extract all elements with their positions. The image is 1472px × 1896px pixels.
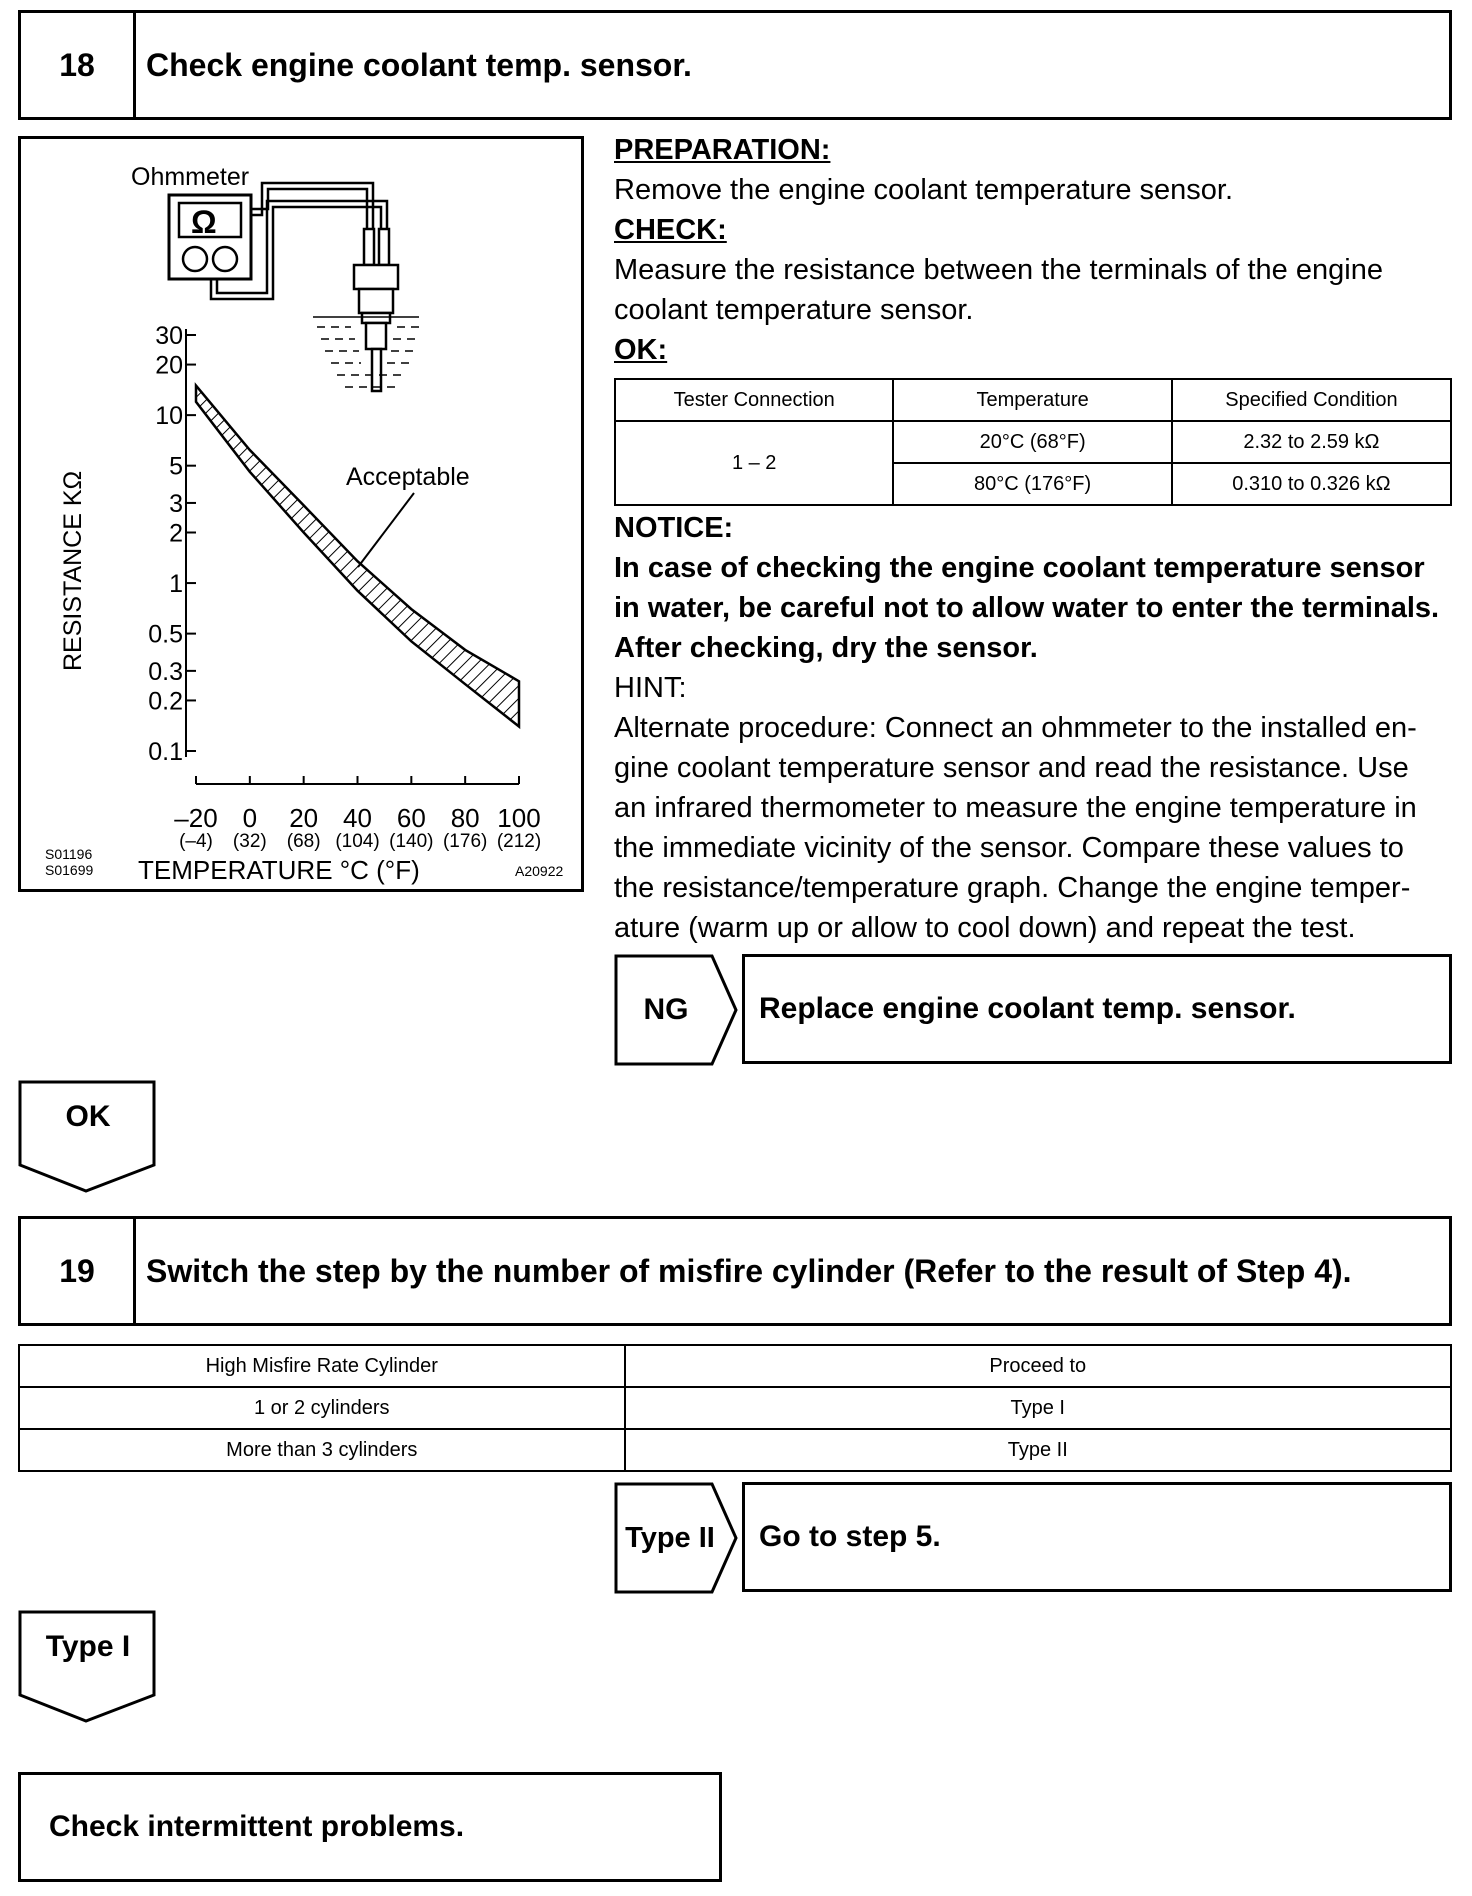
table-row (19, 1387, 1451, 1429)
step-18-header (18, 10, 1452, 120)
x-tick-label: 80 (450, 803, 480, 833)
x-tick-label: 0 (242, 803, 258, 833)
step-number: 18 (21, 13, 136, 117)
misfire-proceed: Type II (625, 1429, 1451, 1471)
ohm-symbol: Ω (191, 204, 217, 240)
spec-connection: 1 – 2 (615, 421, 893, 505)
y-tick-label: 2 (169, 519, 183, 548)
ok-label: OK (65, 1100, 111, 1133)
figure-code-2: S01699 (45, 862, 94, 878)
spec-table-header-row (615, 379, 1451, 421)
x-tick-label-f: (68) (286, 831, 321, 852)
type1-label: Type I (45, 1630, 131, 1663)
x-tick-label: 20 (289, 803, 319, 833)
x-tick-label-f: (104) (335, 831, 380, 852)
step-title: Switch the step by the number of misfire cylinder (Refer to the result of Step 4). (146, 1252, 1352, 1289)
coolant-sensor-icon (354, 229, 398, 391)
y-tick-label: 20 (155, 351, 183, 380)
final-action-box (18, 1772, 722, 1882)
check-text-1: Measure the resistance between the terminals of the engine (614, 254, 1383, 286)
x-tick-label-f: (212) (496, 831, 542, 852)
misfire-table-header-row (19, 1345, 1451, 1387)
acceptable-band (196, 386, 519, 727)
type1-arrow (18, 1610, 158, 1724)
y-axis-label: RESISTANCE KΩ (59, 470, 87, 671)
y-tick-label: 1 (169, 570, 183, 599)
misfire-header-cylinder: High Misfire Rate Cylinder (19, 1345, 625, 1387)
y-tick-label: 3 (169, 489, 183, 518)
table-row (19, 1429, 1451, 1471)
misfire-header-proceed: Proceed to (625, 1345, 1451, 1387)
x-tick-label: 60 (396, 803, 426, 833)
ng-action-text: Replace engine coolant temp. sensor. (759, 992, 1296, 1025)
resistance-figure (18, 136, 584, 892)
resistance-chart-svg (21, 139, 581, 889)
ng-action-box (742, 954, 1452, 1064)
hint-line-2: gine coolant temperature sensor and read the resistance. Use (614, 752, 1409, 784)
x-axis-label: TEMPERATURE °C (°F) (138, 855, 420, 885)
check-text-2: coolant temperature sensor. (614, 294, 974, 326)
hint-line-3: an infrared thermometer to measure the engine temperature in (614, 792, 1417, 824)
table-row (615, 421, 1451, 463)
misfire-table (18, 1344, 1452, 1472)
y-tick-label: 5 (169, 452, 183, 481)
spec-condition: 2.32 to 2.59 kΩ (1172, 421, 1451, 463)
y-tick-label: 30 (155, 322, 183, 350)
x-tick-label: –20 (174, 803, 218, 833)
y-tick-label: 10 (155, 402, 183, 431)
misfire-cylinders: 1 or 2 cylinders (19, 1387, 625, 1429)
y-tick-label: 0.1 (148, 738, 183, 766)
hint-line-5: the resistance/temperature graph. Change the engine temper- (614, 872, 1411, 904)
ng-label: NG (643, 993, 689, 1026)
check-heading: CHECK: (614, 214, 727, 246)
ohmmeter-label: Ohmmeter (131, 163, 250, 191)
notice-line-1: In case of checking the engine coolant temperature sensor (614, 552, 1425, 584)
notice-line-2: in water, be careful not to allow water to enter the terminals. (614, 592, 1440, 624)
x-tick-label: 100 (497, 803, 541, 833)
misfire-cylinders: More than 3 cylinders (19, 1429, 625, 1471)
hint-line-4: the immediate vicinity of the sensor. Compare these values to (614, 832, 1404, 864)
spec-header-temperature: Temperature (893, 379, 1172, 421)
spec-table (614, 378, 1452, 506)
y-tick-label: 0.5 (148, 620, 183, 649)
x-tick-label-f: (176) (442, 831, 488, 852)
acceptable-label: Acceptable (346, 463, 470, 491)
x-ticks (174, 776, 541, 852)
type2-action-box (742, 1482, 1452, 1592)
notice-heading: NOTICE: (614, 512, 734, 544)
spec-temperature: 20°C (68°F) (893, 421, 1172, 463)
spec-header-connection: Tester Connection (615, 379, 893, 421)
x-tick-label-f: (140) (389, 831, 434, 852)
notice-line-3: After checking, dry the sensor. (614, 632, 1038, 664)
y-tick-label: 0.3 (148, 657, 183, 686)
preparation-text: Remove the engine coolant temperature sensor. (614, 174, 1234, 206)
ok-arrow (18, 1080, 158, 1194)
figure-code-1: S01196 (45, 846, 93, 862)
x-tick-label-f: (32) (232, 831, 267, 852)
type2-label: Type II (625, 1521, 715, 1554)
hint-heading: HINT: (614, 672, 687, 704)
step-title: Check engine coolant temp. sensor. (146, 46, 692, 83)
step-number: 19 (21, 1219, 136, 1323)
final-action-text: Check intermittent problems. (49, 1810, 465, 1843)
x-tick-label-f: (–4) (179, 831, 213, 852)
hint-line-1: Alternate procedure: Connect an ohmmeter to the installed en- (614, 712, 1417, 744)
preparation-heading: PREPARATION: (614, 134, 831, 166)
step-19-header (18, 1216, 1452, 1326)
figure-code-3: A20922 (515, 863, 564, 879)
spec-condition: 0.310 to 0.326 kΩ (1172, 463, 1451, 505)
spec-temperature: 80°C (176°F) (893, 463, 1172, 505)
hint-line-6: ature (warm up or allow to cool down) and repeat the test. (614, 912, 1356, 944)
ok-heading: OK: (614, 334, 668, 366)
y-ticks (148, 322, 196, 766)
y-tick-label: 0.2 (148, 687, 183, 716)
misfire-proceed: Type I (625, 1387, 1451, 1429)
spec-header-condition: Specified Condition (1172, 379, 1451, 421)
type2-action-text: Go to step 5. (759, 1520, 941, 1553)
acceptable-pointer (358, 493, 414, 567)
x-tick-label: 40 (343, 803, 372, 833)
